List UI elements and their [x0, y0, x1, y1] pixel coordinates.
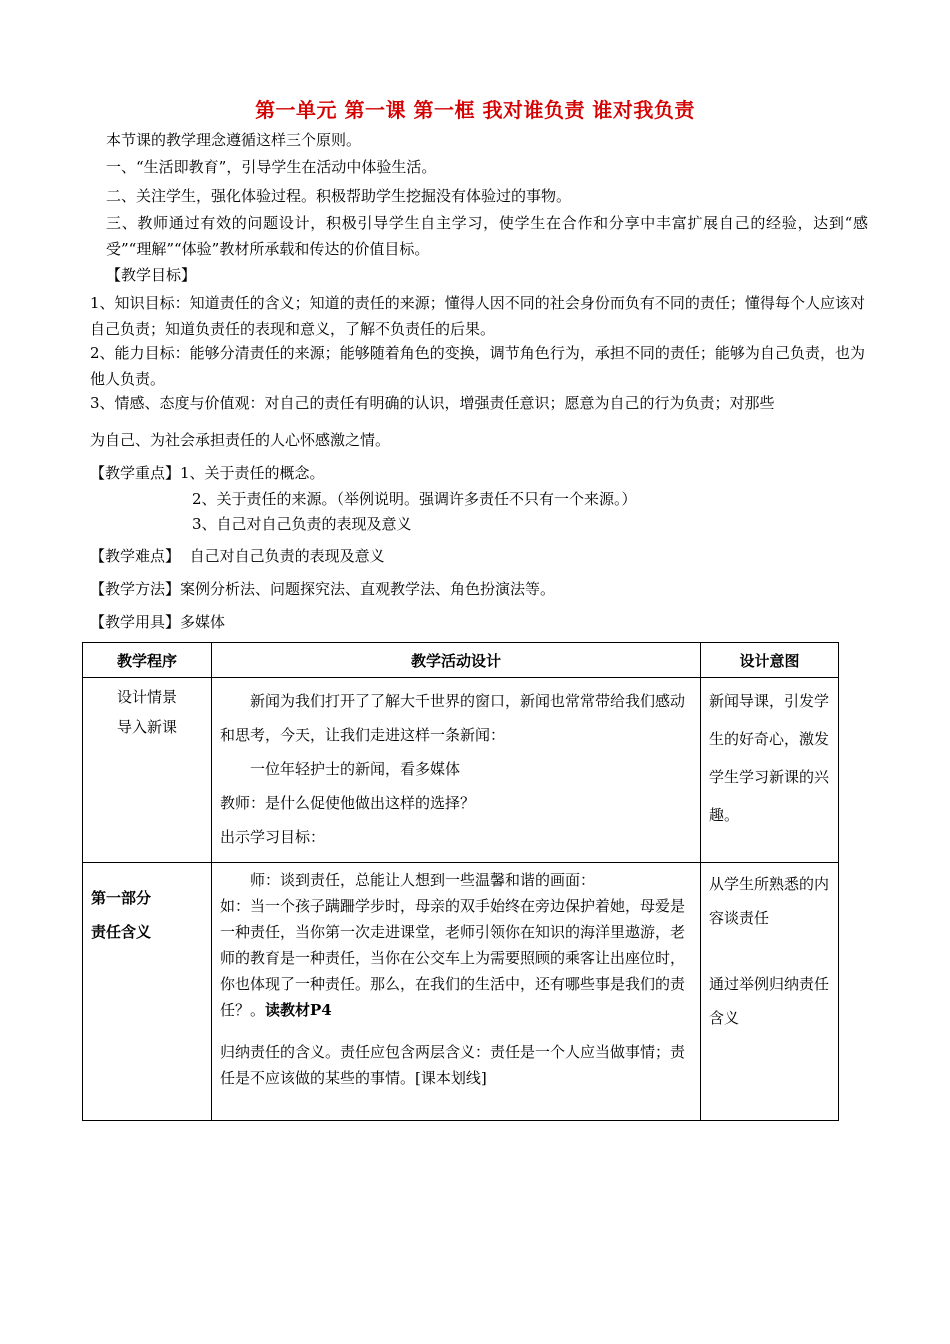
- table-header-row: [83, 643, 839, 678]
- page-title: 第一单元 第一课 第一框 我对谁负责 谁对我负责: [255, 98, 695, 122]
- row1-activity-news: 新闻为我们打开了了解大千世界的窗口，新闻也常常带给我们感动和思考，今天，让我们走进这样一条新闻：: [220, 692, 686, 744]
- row2-activity-body: [220, 893, 692, 1023]
- header-activity: 教学活动设计: [212, 643, 701, 678]
- row1-activity-goals: 出示学习目标：: [220, 828, 326, 846]
- lesson-table: [82, 642, 839, 1121]
- row2-intent-a: 从学生所熟悉的内容谈责任: [709, 875, 830, 927]
- header-step: 教学程序: [83, 643, 212, 678]
- key-points-label: 【教学重点】: [90, 464, 181, 482]
- methods-text: 案例分析法、问题探究法、直观教学法、角色扮演法等。: [180, 580, 556, 598]
- goal-ability: 2、能力目标：能够分清责任的来源；能够随着角色的变换，调节角色行为，承担不同的责任；能够为自己负责，也为他人负责。: [90, 344, 865, 388]
- principle-2: 二、关注学生，强化体验过程。积极帮助学生挖掘没有体验过的事物。: [106, 187, 572, 205]
- methods-row: [90, 579, 555, 599]
- goals-heading: 【教学目标】: [106, 266, 197, 284]
- principle-3: 三、教师通过有效的问题设计，积极引导学生自主学习，使学生在合作和分享中丰富扩展自己的经验，达到“感受”“理解”“体验”教材所承载和传达的价值目标。: [106, 214, 868, 258]
- key-point-1: 1、关于责任的概念。: [180, 464, 325, 482]
- row2-activity-summary: 归纳责任的含义。责任应包含两层含义：责任是一个人应当做事情；责任是不应该做的某些的事情。[课本划线]: [220, 1043, 686, 1087]
- row1-activity-nurse: 一位年轻护士的新闻，看多媒体: [250, 760, 461, 778]
- goal-knowledge: 1、知识目标：知道责任的含义；知道的责任的来源；懂得人因不同的社会身份而负有不同的责任；懂得每个人应该对自己负责；知道负责任的表现和意义，了解不负责任的后果。: [90, 294, 865, 338]
- intro-text: 本节课的教学理念遵循这样三个原则。: [106, 131, 362, 149]
- tools-label: 【教学用具】: [90, 613, 181, 631]
- key-points-row: [90, 463, 325, 483]
- row1-step: [83, 678, 212, 863]
- table-row: [83, 863, 839, 1121]
- row2-step: [83, 863, 212, 1121]
- goal-emotion: 3、情感、态度与价值观：对自己的责任有明确的认识，增强责任意识；愿意为自己的行为负责；对那些: [90, 394, 775, 412]
- difficulty-text: 自己对自己负责的表现及意义: [189, 547, 385, 565]
- principle-1: 一、“生活即教育”，引导学生在活动中体验生活。: [106, 158, 437, 176]
- row1-step-line2: 导入新课: [116, 718, 177, 736]
- row1-intent: 新闻导课，引发学生的好奇心，激发学生学习新课的兴趣。: [701, 678, 839, 863]
- row1-activity: [212, 678, 701, 863]
- methods-label: 【教学方法】: [90, 580, 181, 598]
- row2-step-line1: 第一部分: [91, 889, 152, 907]
- row2-activity: [212, 863, 701, 1121]
- key-point-2: 2、关于责任的来源。（举例说明。强调许多责任不只有一个来源。）: [192, 490, 637, 508]
- difficulty-row: [90, 546, 385, 566]
- row2-activity-lead: 师：谈到责任，总能让人想到一些温馨和谐的画面：: [250, 871, 596, 889]
- row1-step-line1: 设计情景: [116, 688, 177, 706]
- row2-activity-examples: 如：当一个孩子蹒跚学步时，母亲的双手始终在旁边保护着她，母爱是一种责任，当你第一次走进课堂，老师引领你在知识的海洋里遨游，老师的教育是一种责任，当你在公交车上为需要照顾的乘客让出座位时，你也体现了一种责任。那么，在我们的生活中，还有哪些事是我们的责任？。: [220, 897, 686, 1019]
- table-row: [83, 678, 839, 863]
- goal-emotion-cont: 为自己、为社会承担责任的人心怀感激之情。: [90, 431, 391, 449]
- row2-intent-b: 通过举例归纳责任含义: [709, 975, 830, 1027]
- tools-row: [90, 612, 225, 632]
- key-point-3: 3、自己对自己负责的表现及意义: [192, 515, 412, 533]
- tools-text: 多媒体: [180, 613, 226, 631]
- header-intent: 设计意图: [701, 643, 839, 678]
- row1-activity-question: 教师：是什么促使他做出这样的选择？: [220, 794, 476, 812]
- row2-activity-read-textbook: 读教材P4: [265, 1001, 332, 1019]
- difficulty-label: 【教学难点】: [90, 547, 181, 565]
- row2-step-line2: 责任含义: [91, 923, 152, 941]
- row2-intent: [701, 863, 839, 1121]
